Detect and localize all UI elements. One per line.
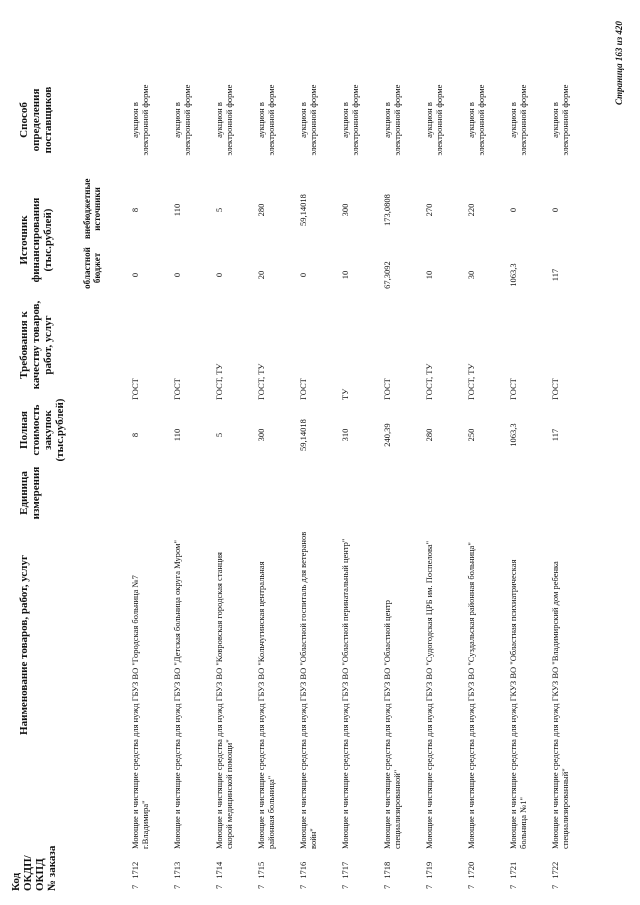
row-code-number: 1715 — [256, 861, 266, 879]
row-cost: 1063,3 — [508, 423, 518, 447]
row-method: аукцион в электронной форме — [214, 84, 234, 156]
header-name: Наименование товаров, работ, услуг — [18, 555, 30, 735]
row-vne: 173,0808 — [382, 194, 392, 226]
table-row — [298, 0, 338, 905]
header-funding-vne: внебюджетные источники — [82, 178, 102, 239]
row-obl: 1063,3 — [508, 263, 518, 287]
row-vne: 300 — [340, 203, 350, 217]
row-name: Моющие и чистящие средства для нужд ГБУЗ ВО "Областной центр специализированной" — [382, 600, 402, 849]
row-code-prefix: 7 — [424, 884, 434, 889]
row-name: Моющие и чистящие средства для нужд ГБУЗ ВО "Детская больница округа Муром" — [172, 540, 182, 849]
row-code-number: 1716 — [298, 861, 308, 879]
table-row — [130, 0, 170, 905]
row-vne: 280 — [256, 203, 266, 217]
row-cost: 110 — [172, 428, 182, 442]
row-code — [550, 849, 560, 889]
row-code-prefix: 7 — [508, 884, 518, 889]
row-name: Моющие и чистящие средства для нужд ГКУЗ ВО "Областная психиатрическая больница №1" — [508, 559, 528, 849]
row-cost: 300 — [256, 428, 266, 442]
row-cost: 250 — [466, 428, 476, 442]
row-req: ГОСТ, ТУ — [256, 363, 266, 400]
row-obl: 0 — [130, 272, 140, 278]
row-name: Моющие и чистящие средства для нужд ГБУЗ ВО "Ковровская городская станция скорой медицинской помощи" — [214, 552, 234, 849]
header-code-line1: Код — [10, 872, 22, 891]
row-code-number: 1721 — [508, 861, 518, 879]
row-code-prefix: 7 — [130, 884, 140, 889]
row-obl: 0 — [214, 272, 224, 278]
row-code-number: 1718 — [382, 861, 392, 879]
row-req: ГОСТ — [550, 378, 560, 400]
row-method: аукцион в электронной форме — [256, 84, 276, 156]
row-req: ГОСТ — [130, 378, 140, 400]
row-code-prefix: 7 — [382, 884, 392, 889]
header-unit: Единица измерения — [18, 466, 42, 520]
row-cost: 59,14018 — [298, 419, 308, 451]
row-name: Моющие и чистящие средства для нужд ГБУЗ ВО "Областной госпиталь для ветеранов войн" — [298, 531, 318, 849]
row-req: ГОСТ — [298, 378, 308, 400]
row-name: Моющие и чистящие средства для нужд ГБУЗ ВО "Городская больница №7 г.Владимира" — [130, 575, 150, 849]
row-vne: 270 — [424, 203, 434, 217]
row-code — [256, 849, 266, 889]
header-code-line2: ОКДП/ — [22, 855, 34, 891]
row-obl: 67,3092 — [382, 261, 392, 289]
row-code — [214, 849, 224, 889]
row-req: ТУ — [340, 388, 350, 400]
row-code — [424, 849, 434, 889]
row-obl: 117 — [550, 268, 560, 282]
row-code-number: 1713 — [172, 861, 182, 879]
row-code-number: 1712 — [130, 861, 140, 879]
table-row — [172, 0, 212, 905]
table-row — [214, 0, 254, 905]
row-code-prefix: 7 — [550, 884, 560, 889]
row-req: ГОСТ, ТУ — [466, 363, 476, 400]
row-name: Моющие и чистящие средства для нужд ГБУЗ ВО "Суздальская районная больница" — [466, 542, 476, 849]
header-code-line3: ОКПД — [34, 858, 46, 891]
row-code-number: 1719 — [424, 861, 434, 879]
row-code-prefix: 7 — [298, 884, 308, 889]
row-method: аукцион в электронной форме — [382, 84, 402, 156]
row-vne: 0 — [550, 207, 560, 213]
row-vne: 110 — [172, 203, 182, 217]
row-cost: 310 — [340, 428, 350, 442]
row-code-prefix: 7 — [214, 884, 224, 889]
row-code-prefix: 7 — [340, 884, 350, 889]
row-cost: 280 — [424, 428, 434, 442]
row-code — [130, 849, 140, 889]
row-req: ГОСТ, ТУ — [214, 363, 224, 400]
row-vne: 220 — [466, 203, 476, 217]
row-vne: 59,14018 — [298, 194, 308, 226]
table-body — [130, 0, 630, 905]
row-code-number: 1720 — [466, 861, 476, 879]
row-vne: 5 — [214, 207, 224, 213]
row-method: аукцион в электронной форме — [508, 84, 528, 156]
row-method: аукцион в электронной форме — [340, 84, 360, 156]
row-vne: 8 — [130, 207, 140, 213]
row-obl: 0 — [298, 272, 308, 278]
row-cost: 8 — [130, 432, 140, 438]
row-vne: 0 — [508, 207, 518, 213]
row-req: ГОСТ — [172, 378, 182, 400]
table-row — [550, 0, 590, 905]
row-code — [508, 849, 518, 889]
table-row — [256, 0, 296, 905]
row-code — [340, 849, 350, 889]
row-name: Моющие и чистящие средства для нужд ГБУЗ ВО "Кольчугинская центральная районная больница" — [256, 561, 276, 849]
table-row — [340, 0, 380, 905]
row-code — [382, 849, 392, 889]
header-code — [10, 831, 58, 891]
row-method: аукцион в электронной форме — [298, 84, 318, 156]
row-code-number: 1722 — [550, 861, 560, 879]
row-method: аукцион в электронной форме — [466, 84, 486, 156]
table-row — [466, 0, 506, 905]
row-cost: 117 — [550, 428, 560, 442]
row-code-prefix: 7 — [256, 884, 266, 889]
row-obl: 10 — [424, 270, 434, 280]
row-code-number: 1714 — [214, 861, 224, 879]
row-cost: 240,39 — [382, 423, 392, 447]
header-cost: Полная стоимость закупок (тыс.рублей) — [18, 398, 66, 462]
row-code — [298, 849, 308, 889]
row-code — [172, 849, 182, 889]
row-method: аукцион в электронной форме — [550, 84, 570, 156]
row-name: Моющие и чистящие средства для нужд ГБУЗ ВО "Судогодская ЦРБ им. Поспелова" — [424, 540, 434, 849]
row-method: аукцион в электронной форме — [424, 84, 444, 156]
header-funding-obl: областной бюджет — [82, 247, 102, 289]
row-cost: 5 — [214, 432, 224, 438]
row-method: аукцион в электронной форме — [130, 84, 150, 156]
header-req: Требования к качеству товаров, работ, услуг — [18, 300, 54, 390]
row-code — [466, 849, 476, 889]
row-obl: 20 — [256, 270, 266, 280]
row-code-number: 1717 — [340, 861, 350, 879]
row-name: Моющие и чистящие средства для нужд ГБУЗ ВО "Областной перинатальный центр" — [340, 538, 350, 849]
row-req: ГОСТ, ТУ — [424, 363, 434, 400]
page-footer: Страница 163 из 420 — [614, 21, 624, 105]
row-name: Моющие и чистящие средства для нужд ГКУЗ ВО "Владимирский дом ребенка специализированный" — [550, 561, 570, 849]
row-code-prefix: 7 — [172, 884, 182, 889]
header-funding: Источник финансирования (тыс.рублей) — [18, 197, 54, 283]
row-obl: 0 — [172, 272, 182, 278]
header-code-line4: № заказа — [46, 845, 58, 891]
row-req: ГОСТ — [508, 378, 518, 400]
row-code-prefix: 7 — [466, 884, 476, 889]
table-row — [508, 0, 548, 905]
header-method: Способ определения поставщиков — [18, 86, 54, 154]
row-obl: 10 — [340, 270, 350, 280]
row-req: ГОСТ — [382, 378, 392, 400]
table-row — [382, 0, 422, 905]
row-method: аукцион в электронной форме — [172, 84, 192, 156]
row-obl: 30 — [466, 270, 476, 280]
table-row — [424, 0, 464, 905]
